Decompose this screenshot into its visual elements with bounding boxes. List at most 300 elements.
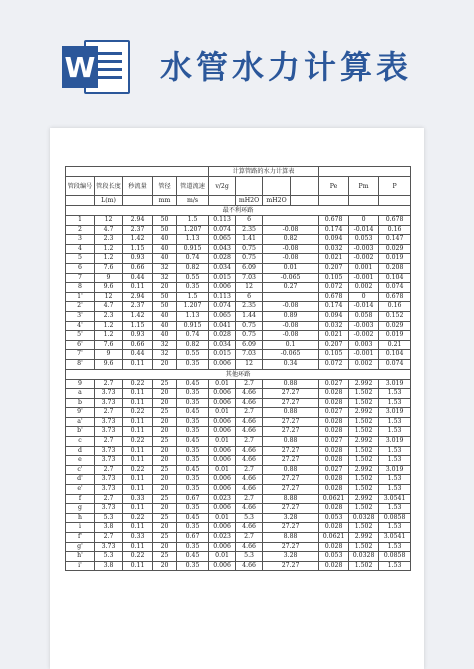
value-cell: 7.03 xyxy=(236,350,263,360)
value-cell: 0.105 xyxy=(319,273,349,283)
unit-cell: m/s xyxy=(177,196,209,206)
value-cell: 0.82 xyxy=(263,235,319,245)
value-cell: 32 xyxy=(153,263,177,273)
value-cell: 0.034 xyxy=(209,263,236,273)
value-cell: 0.45 xyxy=(177,552,209,562)
table-row xyxy=(66,321,411,331)
value-cell: 20 xyxy=(153,504,177,514)
value-cell: 1.207 xyxy=(177,225,209,235)
value-cell: 1.53 xyxy=(379,561,411,571)
value-cell: 0.82 xyxy=(177,263,209,273)
value-cell: 0.11 xyxy=(123,446,153,456)
value-cell: 1.53 xyxy=(379,427,411,437)
value-cell: 0.023 xyxy=(209,533,236,543)
word-icon-line xyxy=(94,68,122,71)
segment-id-cell: 8' xyxy=(66,359,95,369)
word-icon-letter: W xyxy=(62,46,98,88)
table-row xyxy=(66,533,411,543)
value-cell: 0.11 xyxy=(123,456,153,466)
table-row xyxy=(66,235,411,245)
value-cell: 3.019 xyxy=(379,379,411,389)
value-cell: 1.2 xyxy=(95,321,123,331)
value-cell: 0.147 xyxy=(379,235,411,245)
section-title: 其他环路 xyxy=(66,369,411,379)
value-cell: 0.34 xyxy=(263,359,319,369)
value-cell: 20 xyxy=(153,283,177,293)
value-cell: 0.104 xyxy=(379,273,411,283)
value-cell: 0.053 xyxy=(349,235,379,245)
value-cell: 32 xyxy=(153,350,177,360)
value-cell: 0.45 xyxy=(177,379,209,389)
value-cell: 0.75 xyxy=(236,244,263,254)
value-cell: 9 xyxy=(95,350,123,360)
section-header-row xyxy=(66,369,411,379)
segment-id-cell: i' xyxy=(66,561,95,571)
value-cell: 0.44 xyxy=(123,350,153,360)
value-cell: 0.029 xyxy=(379,321,411,331)
value-cell: 9 xyxy=(95,273,123,283)
value-cell: 25 xyxy=(153,533,177,543)
value-cell: 20 xyxy=(153,417,177,427)
table-row xyxy=(66,225,411,235)
value-cell: 4.66 xyxy=(236,398,263,408)
segment-id-cell: 3 xyxy=(66,235,95,245)
value-cell: 0.002 xyxy=(349,283,379,293)
value-cell: 0.113 xyxy=(209,292,236,302)
value-cell: 3.73 xyxy=(95,504,123,514)
segment-id-cell: 7 xyxy=(66,273,95,283)
value-cell: -0.065 xyxy=(263,273,319,283)
value-cell: 0.053 xyxy=(319,513,349,523)
value-cell: 0.032 xyxy=(319,244,349,254)
value-cell: -0.08 xyxy=(263,244,319,254)
value-cell: 0.67 xyxy=(177,494,209,504)
value-cell: 0.75 xyxy=(236,331,263,341)
value-cell: 40 xyxy=(153,311,177,321)
value-cell: 20 xyxy=(153,389,177,399)
value-cell: 0.01 xyxy=(209,513,236,523)
value-cell: 2.35 xyxy=(236,225,263,235)
table-row xyxy=(66,311,411,321)
document-title: 水管水力计算表 xyxy=(160,48,413,86)
value-cell: 8.88 xyxy=(263,533,319,543)
value-cell: 1.5 xyxy=(177,292,209,302)
value-cell: 9.6 xyxy=(95,283,123,293)
value-cell: 0.0328 xyxy=(349,552,379,562)
value-cell: 2.37 xyxy=(123,225,153,235)
value-cell: 0.88 xyxy=(263,437,319,447)
value-cell: 0.074 xyxy=(209,302,236,312)
value-cell: 2.7 xyxy=(236,533,263,543)
value-cell: 0.11 xyxy=(123,561,153,571)
value-cell: 4.66 xyxy=(236,456,263,466)
value-cell: 0.915 xyxy=(177,244,209,254)
value-cell: 0.053 xyxy=(319,552,349,562)
table-row xyxy=(66,446,411,456)
segment-id-cell: h xyxy=(66,513,95,523)
table-row xyxy=(66,427,411,437)
segment-id-cell: 6 xyxy=(66,263,95,273)
value-cell: 0.678 xyxy=(379,216,411,226)
value-cell: 2.992 xyxy=(349,379,379,389)
value-cell: 2.7 xyxy=(95,408,123,418)
value-cell: 0.074 xyxy=(379,283,411,293)
value-cell: 1.502 xyxy=(349,446,379,456)
value-cell: 1.53 xyxy=(379,446,411,456)
value-cell: 2.3 xyxy=(95,235,123,245)
value-cell: 0.55 xyxy=(177,350,209,360)
value-cell: 5.3 xyxy=(236,513,263,523)
value-cell: 40 xyxy=(153,235,177,245)
value-cell: 3.019 xyxy=(379,437,411,447)
value-cell: 6 xyxy=(236,216,263,226)
value-cell: 1.53 xyxy=(379,389,411,399)
value-cell: 12 xyxy=(95,292,123,302)
value-cell: 3.019 xyxy=(379,408,411,418)
value-cell: 0.11 xyxy=(123,359,153,369)
table-row xyxy=(66,398,411,408)
value-cell: 7.03 xyxy=(236,273,263,283)
value-cell: 0.094 xyxy=(319,311,349,321)
value-cell: 0.006 xyxy=(209,359,236,369)
value-cell: 0.058 xyxy=(349,311,379,321)
value-cell: 27.27 xyxy=(263,475,319,485)
value-cell: 3.73 xyxy=(95,456,123,466)
value-cell: 40 xyxy=(153,254,177,264)
value-cell: 6 xyxy=(236,292,263,302)
value-cell: 20 xyxy=(153,542,177,552)
value-cell: 0.015 xyxy=(209,350,236,360)
value-cell: 0.207 xyxy=(319,263,349,273)
value-cell: 0.006 xyxy=(209,283,236,293)
value-cell: 1.502 xyxy=(349,475,379,485)
unit-cell: L(m) xyxy=(95,196,123,206)
table-row xyxy=(66,273,411,283)
value-cell: 0.22 xyxy=(123,379,153,389)
value-cell: 3.8 xyxy=(95,523,123,533)
value-cell: 0.094 xyxy=(319,235,349,245)
unit-cell: mm xyxy=(153,196,177,206)
value-cell: 12 xyxy=(95,216,123,226)
value-cell: 0.35 xyxy=(177,446,209,456)
value-cell: 0.006 xyxy=(209,561,236,571)
value-cell: 27.27 xyxy=(263,417,319,427)
value-cell: 4.66 xyxy=(236,542,263,552)
value-cell: 0.678 xyxy=(319,216,349,226)
value-cell: 0.678 xyxy=(379,292,411,302)
value-cell: 0.006 xyxy=(209,398,236,408)
value-cell: 1.502 xyxy=(349,389,379,399)
value-cell: 0.113 xyxy=(209,216,236,226)
column-header: 管径 xyxy=(153,177,177,196)
value-cell: 0.006 xyxy=(209,523,236,533)
segment-id-cell: b' xyxy=(66,427,95,437)
blank-cell xyxy=(319,167,411,177)
value-cell: 0.11 xyxy=(123,427,153,437)
value-cell: 0.75 xyxy=(236,254,263,264)
value-cell: 1.15 xyxy=(123,321,153,331)
value-cell: 27.27 xyxy=(263,485,319,495)
value-cell: 0.22 xyxy=(123,437,153,447)
segment-id-cell: 1' xyxy=(66,292,95,302)
value-cell: 0.01 xyxy=(209,465,236,475)
value-cell: 0.006 xyxy=(209,417,236,427)
column-header: Pe xyxy=(319,177,349,196)
value-cell: 27.27 xyxy=(263,523,319,533)
value-cell: 27.27 xyxy=(263,504,319,514)
value-cell: 0.35 xyxy=(177,283,209,293)
value-cell: 0.82 xyxy=(177,340,209,350)
value-cell: -0.002 xyxy=(349,254,379,264)
value-cell: 0.207 xyxy=(319,340,349,350)
segment-id-cell: 7' xyxy=(66,350,95,360)
value-cell: 0.028 xyxy=(319,427,349,437)
value-cell: 3.73 xyxy=(95,398,123,408)
value-cell: 0.0328 xyxy=(349,513,379,523)
value-cell: 0.11 xyxy=(123,417,153,427)
segment-id-cell: 6' xyxy=(66,340,95,350)
value-cell: 0.021 xyxy=(319,254,349,264)
segment-id-cell: g xyxy=(66,504,95,514)
section-header-row xyxy=(66,206,411,216)
segment-id-cell: c xyxy=(66,437,95,447)
value-cell: 0.032 xyxy=(319,321,349,331)
value-cell: 0.006 xyxy=(209,456,236,466)
table-row xyxy=(66,350,411,360)
value-cell xyxy=(263,216,319,226)
value-cell: 0.74 xyxy=(177,331,209,341)
value-cell: 0.028 xyxy=(319,417,349,427)
units-row xyxy=(66,196,411,206)
value-cell: 1.53 xyxy=(379,485,411,495)
value-cell: 0.45 xyxy=(177,513,209,523)
value-cell: 0.015 xyxy=(209,273,236,283)
value-cell: 0.028 xyxy=(319,446,349,456)
column-header: 管段编号 xyxy=(66,177,95,196)
value-cell: 3.019 xyxy=(379,465,411,475)
value-cell: -0.014 xyxy=(349,302,379,312)
value-cell: 0.67 xyxy=(177,533,209,543)
table-row xyxy=(66,437,411,447)
value-cell: 27.27 xyxy=(263,427,319,437)
value-cell: 0.208 xyxy=(379,263,411,273)
table-row xyxy=(66,292,411,302)
segment-id-cell: e xyxy=(66,456,95,466)
value-cell: 0.88 xyxy=(263,465,319,475)
value-cell: 27.27 xyxy=(263,561,319,571)
value-cell: 1.41 xyxy=(236,235,263,245)
column-header: 管道流速 xyxy=(177,177,209,196)
segment-id-cell: d xyxy=(66,446,95,456)
value-cell: 3.73 xyxy=(95,417,123,427)
value-cell: 0.11 xyxy=(123,504,153,514)
unit-cell: mH2O xyxy=(263,196,291,206)
value-cell: 27.27 xyxy=(263,446,319,456)
value-cell: 3.73 xyxy=(95,542,123,552)
value-cell: 1.53 xyxy=(379,475,411,485)
value-cell: 0.01 xyxy=(209,408,236,418)
value-cell: 1.42 xyxy=(123,235,153,245)
segment-id-cell: g' xyxy=(66,542,95,552)
value-cell: 0.35 xyxy=(177,504,209,514)
value-cell: 0.072 xyxy=(319,359,349,369)
segment-id-cell: d' xyxy=(66,475,95,485)
value-cell: 0.027 xyxy=(319,465,349,475)
column-header-row xyxy=(66,177,411,196)
segment-id-cell: 4' xyxy=(66,321,95,331)
table-row xyxy=(66,254,411,264)
table-row xyxy=(66,331,411,341)
value-cell: 0.75 xyxy=(236,321,263,331)
value-cell: 3.73 xyxy=(95,446,123,456)
table-row xyxy=(66,302,411,312)
value-cell: 0.35 xyxy=(177,523,209,533)
segment-id-cell: 1 xyxy=(66,216,95,226)
value-cell: -0.08 xyxy=(263,254,319,264)
value-cell: 50 xyxy=(153,216,177,226)
value-cell: 0.065 xyxy=(209,311,236,321)
value-cell: 0.35 xyxy=(177,561,209,571)
value-cell: -0.014 xyxy=(349,225,379,235)
word-icon-line xyxy=(94,52,122,55)
unit-cell: mH2O xyxy=(236,196,263,206)
value-cell: 1.2 xyxy=(95,331,123,341)
value-cell: 0.002 xyxy=(349,359,379,369)
table-row xyxy=(66,485,411,495)
value-cell xyxy=(263,292,319,302)
value-cell: 1.502 xyxy=(349,485,379,495)
value-cell: 4.66 xyxy=(236,427,263,437)
value-cell: 0.028 xyxy=(319,456,349,466)
value-cell: 1.502 xyxy=(349,542,379,552)
document-page xyxy=(50,128,424,669)
value-cell: 0.021 xyxy=(319,331,349,341)
value-cell: 4.66 xyxy=(236,417,263,427)
value-cell: 0.028 xyxy=(319,398,349,408)
value-cell: 1.502 xyxy=(349,398,379,408)
value-cell: 20 xyxy=(153,359,177,369)
value-cell: 0.028 xyxy=(319,504,349,514)
value-cell: 2.7 xyxy=(95,533,123,543)
value-cell: 1.15 xyxy=(123,244,153,254)
value-cell: 0.35 xyxy=(177,359,209,369)
value-cell: 2.7 xyxy=(95,379,123,389)
value-cell: 1.207 xyxy=(177,302,209,312)
value-cell: 3.8 xyxy=(95,561,123,571)
value-cell: 2.992 xyxy=(349,533,379,543)
value-cell: 0.33 xyxy=(123,533,153,543)
table-row xyxy=(66,244,411,254)
value-cell: 20 xyxy=(153,523,177,533)
value-cell: 27.27 xyxy=(263,398,319,408)
unit-cell xyxy=(66,196,95,206)
value-cell: 0.01 xyxy=(209,552,236,562)
table-row xyxy=(66,465,411,475)
value-cell: 0.11 xyxy=(123,475,153,485)
value-cell: 0.35 xyxy=(177,389,209,399)
value-cell: 40 xyxy=(153,244,177,254)
blank-cell xyxy=(66,167,209,177)
value-cell: 0.35 xyxy=(177,485,209,495)
value-cell: 0.041 xyxy=(209,321,236,331)
value-cell: 9.6 xyxy=(95,359,123,369)
table-row xyxy=(66,561,411,571)
value-cell: 0.006 xyxy=(209,389,236,399)
segment-id-cell: f xyxy=(66,494,95,504)
value-cell: 1.42 xyxy=(123,311,153,321)
value-cell: 0 xyxy=(349,292,379,302)
value-cell: 25 xyxy=(153,408,177,418)
value-cell: 12 xyxy=(236,283,263,293)
value-cell: 0.152 xyxy=(379,311,411,321)
value-cell: -0.08 xyxy=(263,302,319,312)
value-cell: 0.35 xyxy=(177,475,209,485)
value-cell: 40 xyxy=(153,331,177,341)
value-cell: 0.11 xyxy=(123,398,153,408)
value-cell: 3.73 xyxy=(95,427,123,437)
value-cell: 20 xyxy=(153,398,177,408)
value-cell: 27.27 xyxy=(263,389,319,399)
value-cell: 0.89 xyxy=(263,311,319,321)
value-cell: 5.3 xyxy=(95,513,123,523)
value-cell: 0.0621 xyxy=(319,494,349,504)
value-cell: 1.53 xyxy=(379,398,411,408)
value-cell: 0.028 xyxy=(319,475,349,485)
table-row xyxy=(66,475,411,485)
word-document-icon xyxy=(62,40,130,94)
table-row xyxy=(66,456,411,466)
value-cell: 4.66 xyxy=(236,504,263,514)
table-row xyxy=(66,513,411,523)
value-cell: 20 xyxy=(153,427,177,437)
value-cell: 2.7 xyxy=(236,379,263,389)
value-cell: 0.006 xyxy=(209,542,236,552)
value-cell: -0.08 xyxy=(263,225,319,235)
value-cell: 0.023 xyxy=(209,494,236,504)
value-cell: 50 xyxy=(153,292,177,302)
value-cell: 0.006 xyxy=(209,485,236,495)
value-cell: 1.53 xyxy=(379,523,411,533)
value-cell: 2.7 xyxy=(236,465,263,475)
value-cell: 27.27 xyxy=(263,456,319,466)
value-cell: 1.5 xyxy=(177,216,209,226)
value-cell: 3.73 xyxy=(95,389,123,399)
value-cell: 0 xyxy=(349,216,379,226)
value-cell: 0.019 xyxy=(379,254,411,264)
word-icon-line xyxy=(94,60,122,63)
column-header xyxy=(236,177,263,196)
table-row xyxy=(66,523,411,533)
table-row xyxy=(66,408,411,418)
value-cell: 0.45 xyxy=(177,408,209,418)
segment-id-cell: 8 xyxy=(66,283,95,293)
table-row xyxy=(66,389,411,399)
column-header: Pm xyxy=(349,177,379,196)
segment-id-cell: 9' xyxy=(66,408,95,418)
value-cell: 0.1 xyxy=(263,340,319,350)
value-cell: 0.22 xyxy=(123,408,153,418)
value-cell: 0.003 xyxy=(349,340,379,350)
segment-id-cell: e' xyxy=(66,485,95,495)
value-cell: 0.35 xyxy=(177,542,209,552)
value-cell: 40 xyxy=(153,321,177,331)
value-cell: 0.028 xyxy=(209,331,236,341)
value-cell: 0.027 xyxy=(319,437,349,447)
value-cell: 0.11 xyxy=(123,485,153,495)
value-cell: 20 xyxy=(153,485,177,495)
value-cell: 0.21 xyxy=(379,340,411,350)
value-cell: 0.35 xyxy=(177,417,209,427)
